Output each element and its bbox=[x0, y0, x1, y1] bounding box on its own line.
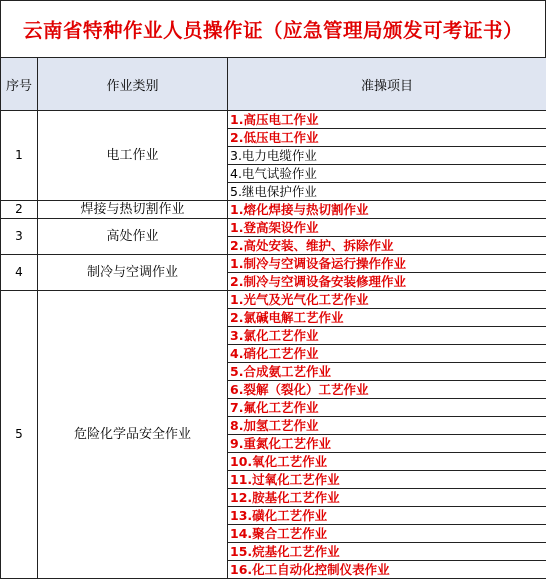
table-row bbox=[1, 111, 546, 129]
row-item: 4.硝化工艺作业 bbox=[228, 345, 546, 363]
header-category: 作业类别 bbox=[38, 58, 228, 111]
row-item: 3.氯化工艺作业 bbox=[228, 327, 546, 345]
table-row bbox=[1, 255, 546, 273]
table-row bbox=[1, 219, 546, 237]
row-category: 危险化学品安全作业 bbox=[38, 291, 228, 579]
header-items: 准操项目 bbox=[228, 58, 546, 111]
row-item: 15.烷基化工艺作业 bbox=[228, 543, 546, 561]
table-body bbox=[1, 111, 546, 579]
row-index: 5 bbox=[1, 291, 38, 579]
row-item: 9.重氮化工艺作业 bbox=[228, 435, 546, 453]
row-item: 4.电气试验作业 bbox=[228, 165, 546, 183]
row-item: 12.胺基化工艺作业 bbox=[228, 489, 546, 507]
row-item: 13.磺化工艺作业 bbox=[228, 507, 546, 525]
row-item: 6.裂解（裂化）工艺作业 bbox=[228, 381, 546, 399]
table-row bbox=[1, 201, 546, 219]
certificate-table bbox=[0, 57, 546, 579]
row-item: 1.熔化焊接与热切割作业 bbox=[228, 201, 546, 219]
row-item: 5.继电保护作业 bbox=[228, 183, 546, 201]
row-item: 1.制冷与空调设备运行操作作业 bbox=[228, 255, 546, 273]
row-index: 1 bbox=[1, 111, 38, 201]
header-row bbox=[1, 58, 546, 111]
row-item: 16.化工自动化控制仪表作业 bbox=[228, 561, 546, 579]
row-item: 1.登高架设作业 bbox=[228, 219, 546, 237]
row-item: 2.制冷与空调设备安装修理作业 bbox=[228, 273, 546, 291]
row-item: 1.高压电工作业 bbox=[228, 111, 546, 129]
row-item: 2.高处安装、维护、拆除作业 bbox=[228, 237, 546, 255]
row-category: 高处作业 bbox=[38, 219, 228, 255]
row-item: 3.电力电缆作业 bbox=[228, 147, 546, 165]
row-item: 2.低压电工作业 bbox=[228, 129, 546, 147]
row-item: 7.氟化工艺作业 bbox=[228, 399, 546, 417]
row-item: 11.过氧化工艺作业 bbox=[228, 471, 546, 489]
page-title: 云南省特种作业人员操作证（应急管理局颁发可考证书） bbox=[0, 0, 546, 58]
row-item: 5.合成氨工艺作业 bbox=[228, 363, 546, 381]
row-index: 2 bbox=[1, 201, 38, 219]
row-index: 3 bbox=[1, 219, 38, 255]
row-item: 10.氧化工艺作业 bbox=[228, 453, 546, 471]
row-category: 制冷与空调作业 bbox=[38, 255, 228, 291]
row-category: 电工作业 bbox=[38, 111, 228, 201]
table-row bbox=[1, 291, 546, 309]
header-index: 序号 bbox=[1, 58, 38, 111]
row-item: 1.光气及光气化工艺作业 bbox=[228, 291, 546, 309]
row-item: 14.聚合工艺作业 bbox=[228, 525, 546, 543]
row-item: 2.氯碱电解工艺作业 bbox=[228, 309, 546, 327]
row-item: 8.加氢工艺作业 bbox=[228, 417, 546, 435]
row-category: 焊接与热切割作业 bbox=[38, 201, 228, 219]
row-index: 4 bbox=[1, 255, 38, 291]
